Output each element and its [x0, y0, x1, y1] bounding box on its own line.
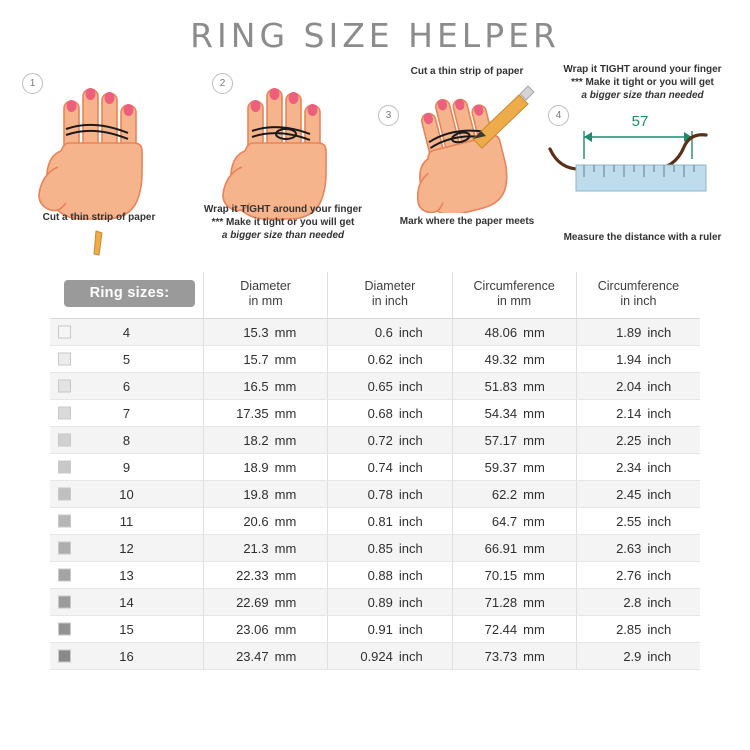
cell-circumference-mm [452, 346, 576, 373]
cell-circumference-inch [576, 643, 700, 670]
value: 17.35 [236, 405, 269, 421]
steps-illustrations [0, 63, 750, 268]
unit-label: mm [523, 594, 545, 610]
unit-label: mm [274, 351, 297, 367]
cell-diameter-inch [328, 427, 452, 454]
table-row [50, 508, 700, 535]
unit-label: mm [523, 405, 545, 421]
step-2-number: 2 [212, 73, 233, 94]
unit-label: inch [647, 621, 672, 637]
cell-diameter-inch [328, 373, 452, 400]
cell-circumference-mm [452, 508, 576, 535]
value: 49.32 [484, 351, 518, 367]
header-diameter-mm: Diameter in mm [204, 272, 328, 319]
cell-ring-size [50, 319, 204, 346]
value: 73.73 [484, 648, 518, 664]
cell-ring-size [50, 616, 204, 643]
value: 2.55 [616, 513, 642, 529]
unit-label: mm [274, 648, 297, 664]
step-3 [374, 63, 560, 268]
cell-diameter-mm [204, 373, 328, 400]
size-swatch-icon [58, 380, 71, 393]
cell-diameter-inch [328, 508, 452, 535]
value: 0.78 [367, 486, 393, 502]
ring-size-table-container [50, 272, 700, 670]
step-3-number: 3 [378, 105, 399, 126]
value: 57.17 [484, 432, 518, 448]
value: 2.45 [616, 486, 642, 502]
cell-circumference-inch [576, 562, 700, 589]
value: 2.8 [623, 594, 642, 610]
value: 0.81 [367, 513, 393, 529]
table-head [50, 272, 700, 319]
cell-diameter-mm [204, 454, 328, 481]
unit-label: inch [398, 648, 423, 664]
table-row [50, 589, 700, 616]
cell-diameter-inch [328, 454, 452, 481]
value: 48.06 [484, 324, 518, 340]
value: 0.6 [374, 324, 393, 340]
ring-size-value: 13 [119, 567, 134, 583]
value: 1.89 [616, 324, 642, 340]
unit-label: inch [647, 324, 672, 340]
unit-label: inch [647, 540, 672, 556]
ring-size-value: 15 [119, 621, 134, 637]
unit-label: inch [647, 567, 672, 583]
size-swatch-icon [58, 596, 71, 609]
unit-label: inch [398, 513, 423, 529]
table-row [50, 400, 700, 427]
unit-label: inch [398, 540, 423, 556]
ring-sizes-pill: Ring sizes: [64, 280, 195, 307]
cell-ring-size [50, 508, 204, 535]
value: 1.94 [616, 351, 642, 367]
table-row [50, 319, 700, 346]
cell-ring-size [50, 562, 204, 589]
size-swatch-icon [58, 515, 71, 528]
cell-circumference-inch [576, 589, 700, 616]
cell-ring-size [50, 481, 204, 508]
ring-size-value: 8 [122, 432, 131, 448]
step-3-caption-top: Cut a thin strip of paper [410, 66, 524, 77]
cell-circumference-mm [452, 427, 576, 454]
cell-circumference-inch [576, 535, 700, 562]
cell-circumference-inch [576, 346, 700, 373]
cell-circumference-inch [576, 508, 700, 535]
value: 0.924 [360, 648, 393, 664]
unit-label: mm [274, 378, 297, 394]
cell-diameter-mm [204, 319, 328, 346]
value: 23.06 [236, 621, 269, 637]
table-row [50, 427, 700, 454]
paper-strip-icon-1 [80, 229, 120, 259]
value: 18.2 [243, 432, 269, 448]
ring-size-value: 6 [122, 378, 131, 394]
unit-label: mm [523, 621, 545, 637]
value: 72.44 [484, 621, 518, 637]
size-swatch-icon [58, 326, 71, 339]
hand-wrap-illustration-2 [190, 71, 376, 221]
table-row [50, 562, 700, 589]
value: 2.9 [623, 648, 642, 664]
table-row [50, 481, 700, 508]
unit-label: mm [274, 432, 297, 448]
unit-label: inch [398, 351, 423, 367]
cell-circumference-inch [576, 427, 700, 454]
value: 0.85 [367, 540, 393, 556]
value: 19.8 [243, 486, 269, 502]
cell-circumference-inch [576, 481, 700, 508]
header-ring-sizes [50, 272, 204, 319]
cell-diameter-mm [204, 589, 328, 616]
cell-diameter-mm [204, 562, 328, 589]
cell-diameter-inch [328, 481, 452, 508]
cell-circumference-mm [452, 454, 576, 481]
unit-label: mm [274, 324, 297, 340]
cell-diameter-inch [328, 589, 452, 616]
step-4-number: 4 [548, 105, 569, 126]
cell-diameter-mm [204, 346, 328, 373]
unit-label: inch [647, 351, 672, 367]
ring-size-value: 4 [122, 324, 131, 340]
header-circumference-mm: Circumference in mm [452, 272, 576, 319]
cell-circumference-mm [452, 643, 576, 670]
cell-circumference-inch [576, 373, 700, 400]
size-swatch-icon [58, 542, 71, 555]
ruler-measure-illustration-4 [540, 109, 745, 229]
size-swatch-icon [58, 461, 71, 474]
unit-label: inch [398, 486, 423, 502]
unit-label: mm [523, 567, 545, 583]
value: 0.65 [367, 378, 393, 394]
cell-ring-size [50, 346, 204, 373]
cell-circumference-mm [452, 400, 576, 427]
cell-ring-size [50, 643, 204, 670]
step-1 [6, 63, 192, 268]
cell-circumference-mm [452, 319, 576, 346]
step-4 [540, 63, 745, 268]
cell-diameter-inch [328, 319, 452, 346]
cell-diameter-mm [204, 535, 328, 562]
unit-label: inch [647, 594, 672, 610]
value: 16.5 [243, 378, 269, 394]
value: 0.74 [367, 459, 393, 475]
cell-circumference-inch [576, 400, 700, 427]
unit-label: inch [647, 459, 672, 475]
cell-circumference-mm [452, 535, 576, 562]
table-body [50, 319, 700, 670]
value: 62.2 [491, 486, 518, 502]
page-title: RING SIZE HELPER [190, 16, 560, 55]
cell-diameter-mm [204, 508, 328, 535]
cell-ring-size [50, 589, 204, 616]
unit-label: mm [523, 648, 545, 664]
table-row [50, 373, 700, 400]
ring-size-value: 11 [119, 513, 134, 529]
unit-label: inch [398, 324, 423, 340]
unit-label: inch [398, 621, 423, 637]
header-circumference-inch: Circumference in inch [576, 272, 700, 319]
value: 51.83 [484, 378, 518, 394]
cell-circumference-mm [452, 616, 576, 643]
cell-diameter-mm [204, 643, 328, 670]
unit-label: mm [523, 324, 545, 340]
value: 0.68 [367, 405, 393, 421]
unit-label: mm [523, 486, 545, 502]
cell-diameter-inch [328, 400, 452, 427]
value: 22.69 [236, 594, 269, 610]
cell-diameter-inch [328, 643, 452, 670]
unit-label: inch [398, 459, 423, 475]
table-row [50, 535, 700, 562]
cell-diameter-mm [204, 616, 328, 643]
size-swatch-icon [58, 650, 71, 663]
size-swatch-icon [58, 353, 71, 366]
cell-circumference-inch [576, 454, 700, 481]
ring-size-value: 12 [119, 540, 134, 556]
value: 2.85 [616, 621, 642, 637]
unit-label: inch [398, 567, 423, 583]
value: 2.14 [616, 405, 642, 421]
cell-circumference-inch [576, 319, 700, 346]
unit-label: inch [647, 432, 672, 448]
unit-label: mm [274, 621, 297, 637]
hand-mark-illustration-3 [374, 83, 560, 213]
unit-label: inch [647, 378, 672, 394]
hand-strip-illustration-1 [6, 71, 192, 221]
value: 59.37 [484, 459, 518, 475]
unit-label: mm [274, 513, 297, 529]
unit-label: mm [274, 405, 297, 421]
table-row [50, 346, 700, 373]
value: 0.62 [367, 351, 393, 367]
value: 0.72 [367, 432, 393, 448]
step-4-caption: Measure the distance with a ruler [563, 232, 722, 243]
cell-circumference-mm [452, 562, 576, 589]
unit-label: inch [398, 405, 423, 421]
table-row [50, 616, 700, 643]
unit-label: mm [274, 459, 297, 475]
ring-size-value: 5 [122, 351, 131, 367]
unit-label: inch [398, 594, 423, 610]
unit-label: mm [274, 567, 297, 583]
unit-label: mm [523, 459, 545, 475]
unit-label: mm [523, 540, 545, 556]
unit-label: mm [523, 513, 545, 529]
cell-diameter-mm [204, 400, 328, 427]
value: 22.33 [236, 567, 269, 583]
step-4-caption-top: Wrap it TIGHT around your finger *** Make it tight or you will get a bigger size than needed [563, 64, 722, 101]
ring-size-value: 16 [119, 648, 134, 664]
value: 20.6 [243, 513, 269, 529]
unit-label: mm [523, 351, 545, 367]
value: 15.7 [243, 351, 269, 367]
cell-ring-size [50, 535, 204, 562]
table-row [50, 643, 700, 670]
cell-circumference-inch [576, 616, 700, 643]
measure-value-text: 57 [631, 113, 649, 130]
step-2-caption: Wrap it TIGHT around your finger *** Make it tight or you will get a bigger size than needed [203, 204, 363, 241]
value: 2.34 [616, 459, 642, 475]
unit-label: mm [274, 540, 297, 556]
unit-label: inch [647, 405, 672, 421]
cell-diameter-mm [204, 481, 328, 508]
value: 2.76 [616, 567, 642, 583]
step-3-caption: Mark where the paper meets [399, 216, 535, 227]
table-header-row [50, 272, 700, 319]
cell-ring-size [50, 427, 204, 454]
unit-label: inch [398, 378, 423, 394]
value: 18.9 [243, 459, 269, 475]
value: 2.25 [616, 432, 642, 448]
unit-label: inch [398, 432, 423, 448]
unit-label: inch [647, 513, 672, 529]
unit-label: mm [274, 486, 297, 502]
unit-label: inch [647, 648, 672, 664]
cell-diameter-inch [328, 346, 452, 373]
header-diameter-inch: Diameter in inch [328, 272, 452, 319]
cell-ring-size [50, 400, 204, 427]
value: 21.3 [243, 540, 269, 556]
value: 0.88 [367, 567, 393, 583]
size-swatch-icon [58, 434, 71, 447]
size-swatch-icon [58, 407, 71, 420]
ring-size-value: 14 [119, 594, 134, 610]
value: 70.15 [484, 567, 518, 583]
ring-size-value: 9 [122, 459, 131, 475]
value: 54.34 [484, 405, 518, 421]
size-swatch-icon [58, 623, 71, 636]
value: 0.91 [367, 621, 393, 637]
value: 23.47 [236, 648, 269, 664]
size-swatch-icon [58, 569, 71, 582]
ring-size-value: 10 [119, 486, 134, 502]
cell-diameter-inch [328, 535, 452, 562]
step-1-caption: Cut a thin strip of paper [42, 212, 156, 223]
value: 66.91 [484, 540, 518, 556]
value: 2.04 [616, 378, 642, 394]
cell-diameter-mm [204, 427, 328, 454]
cell-diameter-inch [328, 562, 452, 589]
unit-label: inch [647, 486, 672, 502]
cell-circumference-mm [452, 589, 576, 616]
cell-circumference-mm [452, 481, 576, 508]
value: 71.28 [484, 594, 518, 610]
cell-circumference-mm [452, 373, 576, 400]
value: 0.89 [367, 594, 393, 610]
cell-ring-size [50, 454, 204, 481]
value: 15.3 [243, 324, 269, 340]
ring-size-value: 7 [122, 405, 131, 421]
value: 64.7 [491, 513, 518, 529]
cell-ring-size [50, 373, 204, 400]
unit-label: mm [523, 432, 545, 448]
table-row [50, 454, 700, 481]
value: 2.63 [616, 540, 642, 556]
ring-size-table [50, 272, 700, 670]
unit-label: mm [523, 378, 545, 394]
step-2 [190, 63, 376, 268]
step-1-number: 1 [22, 73, 43, 94]
cell-diameter-inch [328, 616, 452, 643]
unit-label: mm [274, 594, 297, 610]
size-swatch-icon [58, 488, 71, 501]
